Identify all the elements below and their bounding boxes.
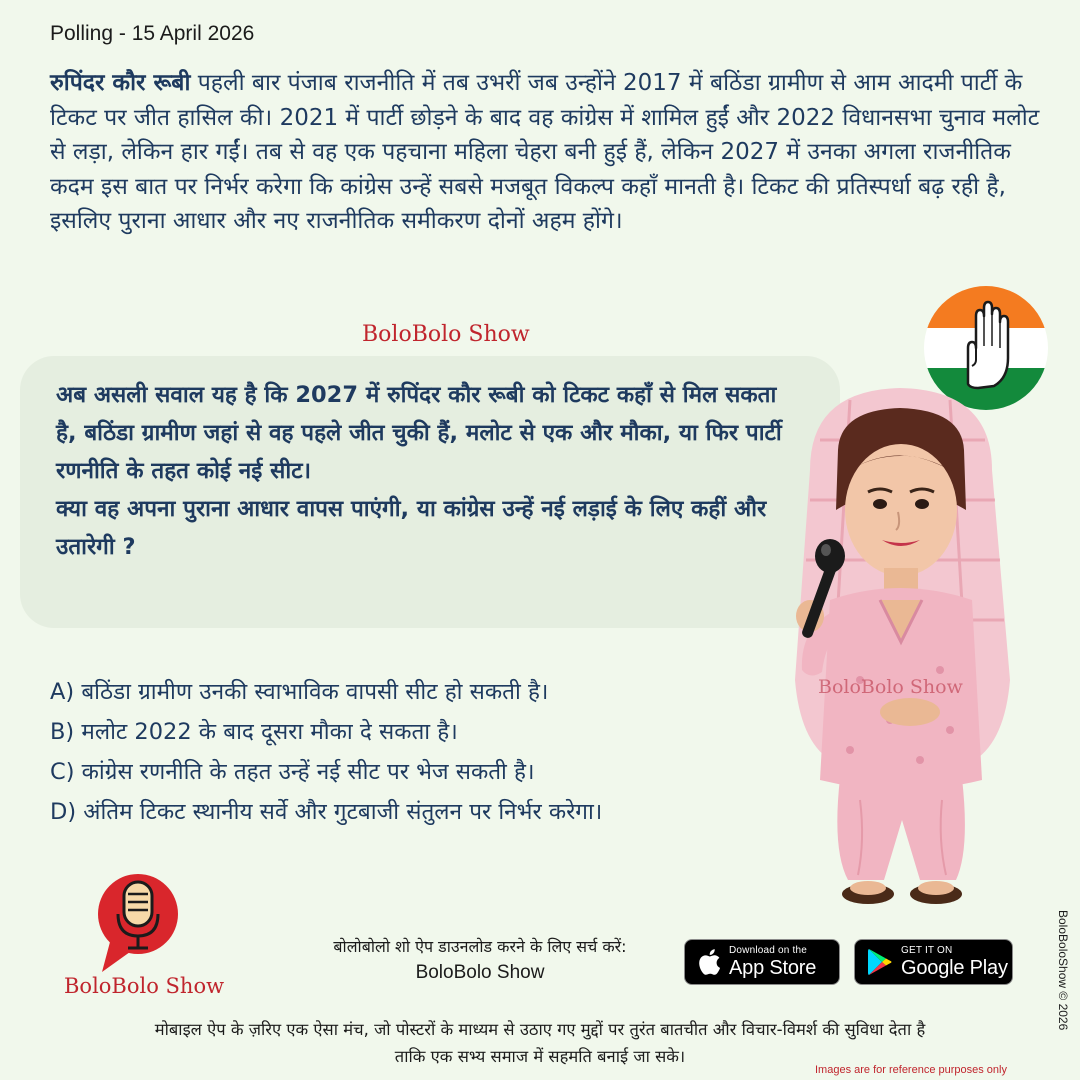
date-label: Polling - 15 April 2026 [50,22,255,45]
apple-icon [697,948,721,976]
app-store-label: App Store [729,957,817,979]
footer-line-1: मोबाइल ऐप के ज़रिए एक ऐसा मंच, जो पोस्टरों के माध्यम से उठाए गए मुद्दों पर तुरंत बातचीत और विचार-विमर्श की सुविधा देता है [154,1020,926,1039]
microphone-logo-icon [96,868,180,978]
app-search-prompt: बोलोबोलो शो ऐप डाउनलोड करने के लिए सर्च करें: [333,937,627,956]
footer-line-2: ताकि एक सभ्य समाज में सहमति बनाई जा सके। [394,1047,686,1066]
question-line-1: अब असली सवाल यह है कि 2027 में रुपिंदर कौर रूबी को टिकट कहाँ से मिल सकता है, बठिंडा ग्रामीण जहां से वह पहले जीत चुकी हैं, मलोट से एक और मौका, या फिर पार्टी रणनीति के तहत कोई नई सीट। [56,382,782,484]
question-line-2: क्या वह अपना पुराना आधार वापस पाएंगी, या कांग्रेस उन्हें नई लड़ाई के लिए कहीं और उतारेगी ? [56,496,767,560]
watermark: BoloBolo Show [362,322,530,347]
poll-option-a[interactable]: A) बठिंडा ग्रामीण उनकी स्वाभाविक वापसी सीट हो सकती है। [50,679,549,705]
app-store-small-label: Download on the [729,945,808,956]
app-search-term: BoloBolo Show [415,962,545,983]
poll-option-b[interactable]: B) मलोट 2022 के बाद दूसरा मौका दे सकता है। [50,719,458,745]
google-play-icon [867,948,893,976]
intro-paragraph [50,66,1040,239]
google-play-label: Google Play [901,957,1008,979]
copyright-credit: BoloBoloShow © 2026 [1056,910,1070,1031]
poll-option-d[interactable]: D) अंतिम टिकट स्थानीय सर्वे और गुटबाजी संतुलन पर निर्भर करेगा। [50,799,603,825]
app-store-button[interactable] [684,939,840,985]
watermark-overlay: BoloBolo Show [818,676,963,698]
footer-text [40,1016,1040,1070]
brand-name: BoloBolo Show [64,974,225,998]
google-play-small-label: GET IT ON [901,945,953,956]
question-text [56,376,796,566]
intro-text: पहली बार पंजाब राजनीति में तब उभरीं जब उन्होंने 2017 में बठिंडा ग्रामीण से आम आदमी पार्टी के टिकट पर जीत हासिल की। 2021 में पार्टी छोड़ने के बाद वह कांग्रेस में शामिल हुईं और 2022 विधानसभा चुनाव मलोट से लड़ा, लेकिन हार गईं। तब से वह एक पहचाना महिला चेहरा बनी हुई हैं, लेकिन 2027 में उनका अगला राजनीतिक कदम इस बात पर निर्भर करेगा कि कांग्रेस उन्हें सबसे मजबूत विकल्प कहाँ मानती है। टिकट की प्रतिस्पर्धा बढ़ रही है, इसलिए पुराना आधार और नए राजनीतिक समीकरण दोनों अहम होंगे। [50,70,1040,234]
poll-options [50,672,810,832]
disclaimer: Images are for reference purposes only [815,1064,1007,1076]
google-play-button[interactable] [854,939,1013,985]
person-illustration [770,380,1032,940]
poll-option-c[interactable]: C) कांग्रेस रणनीति के तहत उन्हें नई सीट पर भेज सकती है। [50,759,535,785]
candidate-name: रुपिंदर कौर रूबी [50,70,191,96]
